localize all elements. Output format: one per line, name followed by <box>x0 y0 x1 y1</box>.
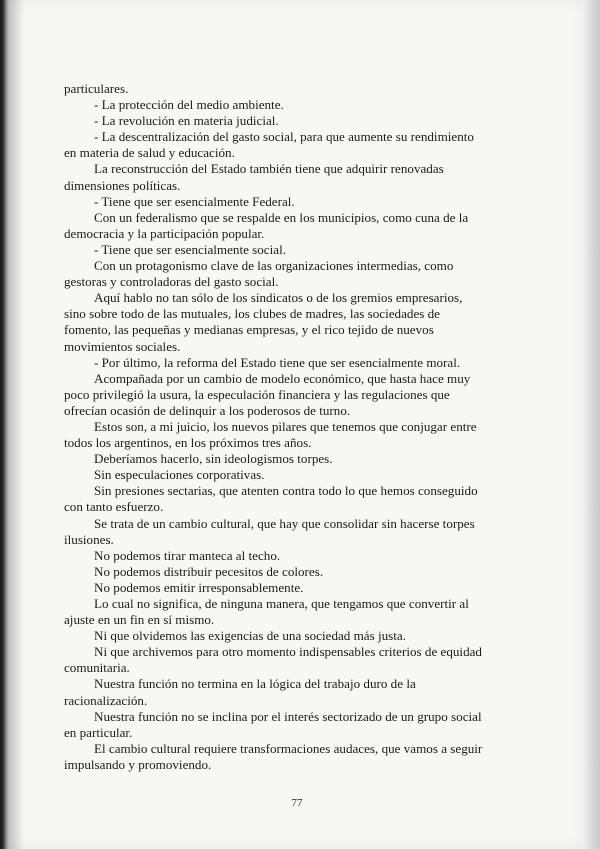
paragraph: No podemos tirar manteca al techo. <box>94 547 281 563</box>
page-number: 77 <box>291 797 303 809</box>
body-text <box>64 81 486 773</box>
paragraph: No podemos emitir irresponsablemente. <box>94 579 304 595</box>
paragraph: La reconstrucción del Estado también tiene que adquirir renovadas dimensiones políticas. <box>64 161 444 193</box>
paragraph: Deberíamos hacerlo, sin ideologismos torpes. <box>94 451 333 467</box>
paragraph: Nuestra función no termina en la lógica del trabajo duro de la racionalización. <box>64 676 416 708</box>
paragraph: Ni que olvidemos las exigencias de una sociedad más justa. <box>94 628 406 644</box>
paragraph: Ni que archivemos para otro momento indispensables criterios de equidad comunitaria. <box>64 644 482 676</box>
paragraph: No podemos distribuir pecesitos de colores. <box>94 563 324 579</box>
list-item: - La descentralización del gasto social, para que aumente su rendimiento en materia de salud y educación. <box>64 129 474 161</box>
paragraph: Aquí hablo no tan sólo de los sindicatos o de los gremios empresarios, sino sobre todo de las mutuales, los clubes de madres, las sociedades de fomento, las pequeñas y medianas empresas, y el rico tejido de nuevos movimientos sociales. <box>64 290 463 354</box>
paragraph: Se trata de un cambio cultural, que hay que consolidar sin hacerse torpes ilusiones. <box>64 515 475 547</box>
paragraph: particulares. <box>64 81 129 96</box>
paragraph: Con un protagonismo clave de las organizaciones intermedias, como gestoras y controladoras del gasto social. <box>64 258 454 290</box>
paragraph: Acompañada por un cambio de modelo económico, que hasta hace muy poco privilegió la usura, la especulación financiera y las regulaciones que ofrecían ocasión de delinquir a los poderosos de turno. <box>64 370 471 418</box>
paragraph: Nuestra función no se inclina por el interés sectorizado de un grupo social en particular. <box>64 708 482 740</box>
paragraph: Con un federalismo que se respalde en los municipios, como cuna de la democracia y la participación popular. <box>64 209 469 241</box>
paragraph: Sin especulaciones corporativas. <box>94 467 265 483</box>
paragraph: El cambio cultural requiere transformaciones audaces, que vamos a seguir impulsando y promoviendo. <box>64 740 483 772</box>
paragraph: Lo cual no significa, de ninguna manera, que tengamos que convertir al ajuste en un fin en sí mismo. <box>64 596 469 628</box>
list-item: - La revolución en materia judicial. <box>94 113 279 129</box>
binding-shadow <box>10 0 24 849</box>
page-edge <box>584 0 600 849</box>
paragraph: Sin presiones sectarias, que atenten contra todo lo que hemos conseguido con tanto esfuerzo. <box>64 483 478 515</box>
list-item: - La protección del medio ambiente. <box>94 97 284 113</box>
book-page <box>10 0 584 849</box>
list-item: - Por último, la reforma del Estado tiene que ser esencialmente moral. <box>94 354 461 370</box>
list-item: - Tiene que ser esencialmente Federal. <box>94 193 295 209</box>
paragraph: Estos son, a mi juicio, los nuevos pilares que tenemos que conjugar entre todos los argentinos, en los próximos tres años. <box>64 418 477 451</box>
binding-edge <box>0 0 10 849</box>
list-item: - Tiene que ser esencialmente social. <box>94 241 286 257</box>
